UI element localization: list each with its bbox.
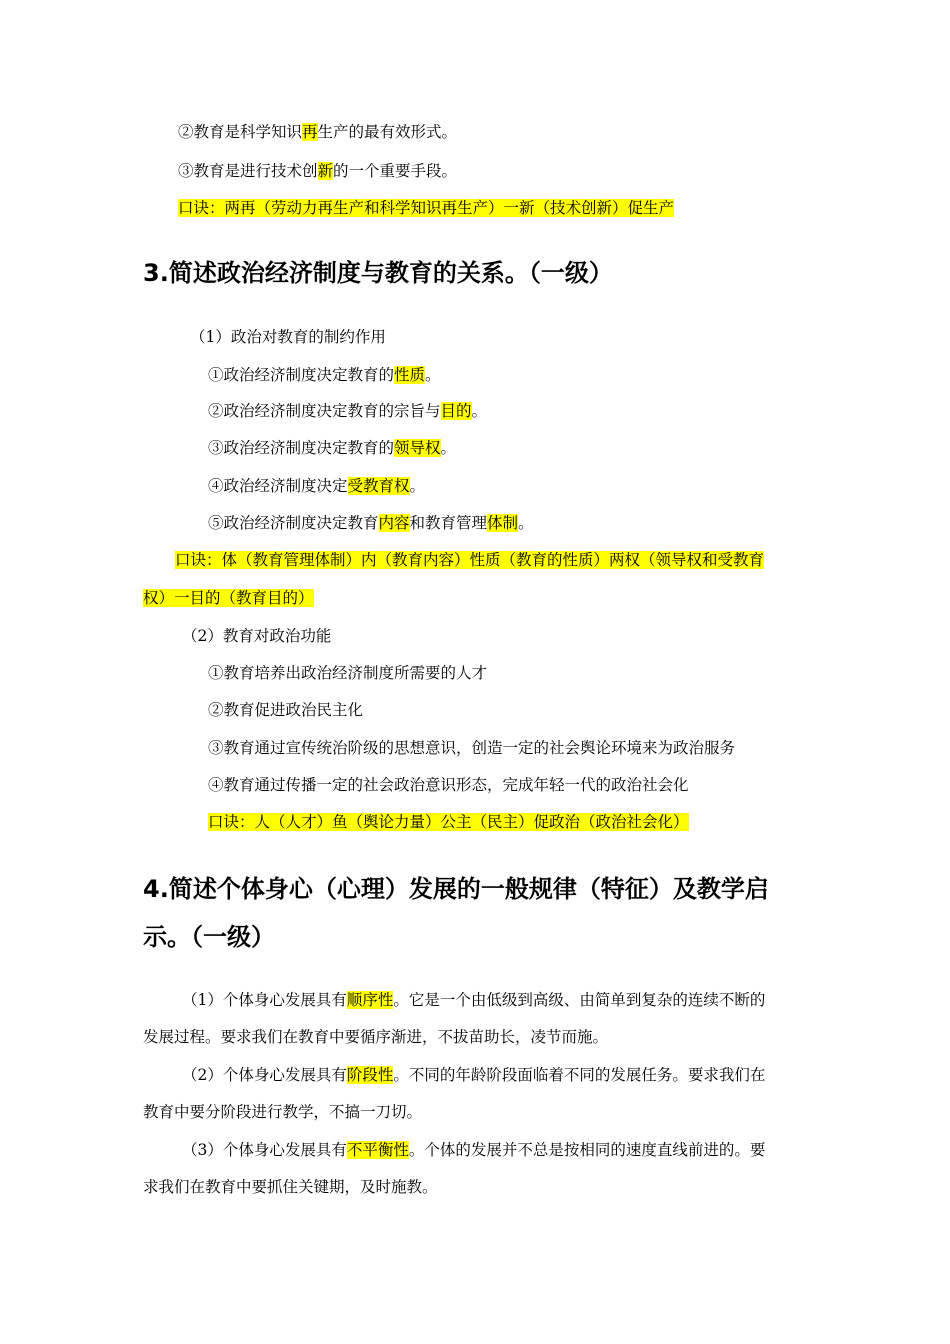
paragraph: （3）个体身心发展具有不平衡性。个体的发展并不总是按相同的速度直线前进的。要 [182,1141,766,1159]
list-item: ③教育是进行技术创新的一个重要手段。 [178,162,458,180]
mnemonic: 权）一目的（教育目的） [143,589,314,607]
paragraph: 发展过程。要求我们在教育中要循序渐进，不拔苗助长，凌节而施。 [143,1028,609,1046]
section-heading: 示。（一级） [143,923,275,951]
mnemonic: 口诀：体（教育管理体制）内（教育内容）性质（教育的性质）两权（领导权和受教育 [175,551,765,569]
mnemonic: 口诀：两再（劳动力再生产和科学知识再生产）一新（技术创新）促生产 [178,199,675,217]
list-item: ④教育通过传播一定的社会政治意识形态，完成年轻一代的政治社会化 [208,776,689,794]
list-item: ③政治经济制度决定教育的领导权。 [208,439,457,457]
list-item: ②政治经济制度决定教育的宗旨与目的。 [208,402,488,420]
list-item: ②教育是科学知识再生产的最有效形式。 [178,123,458,141]
section-heading: 4.简述个体身心（心理）发展的一般规律（特征）及教学启 [143,875,769,903]
list-item: ⑤政治经济制度决定教育内容和教育管理体制。 [208,514,534,532]
list-item: ③教育通过宣传统治阶级的思想意识，创造一定的社会舆论环境来为政治服务 [208,739,736,757]
list-item: ②教育促进政治民主化 [208,701,364,719]
mnemonic: 口诀：人（人才）鱼（舆论力量）公主（民主）促政治（政治社会化） [208,813,689,831]
list-item: ①政治经济制度决定教育的性质。 [208,366,441,384]
paragraph: 教育中要分阶段进行教学，不搞一刀切。 [143,1103,423,1121]
paragraph: （2）个体身心发展具有阶段性。不同的年龄阶段面临着不同的发展任务。要求我们在 [182,1066,766,1084]
list-item: ④政治经济制度决定受教育权。 [208,477,426,495]
section-heading: 3.简述政治经济制度与教育的关系。（一级） [143,259,613,287]
list-item: ①教育培养出政治经济制度所需要的人才 [208,664,488,682]
paragraph: （1）个体身心发展具有顺序性。它是一个由低级到高级、由简单到复杂的连续不断的 [182,991,766,1009]
subsection-title: （1）政治对教育的制约作用 [190,328,386,346]
subsection-title: （2）教育对政治功能 [182,627,332,645]
paragraph: 求我们在教育中要抓住关键期，及时施教。 [143,1178,438,1196]
